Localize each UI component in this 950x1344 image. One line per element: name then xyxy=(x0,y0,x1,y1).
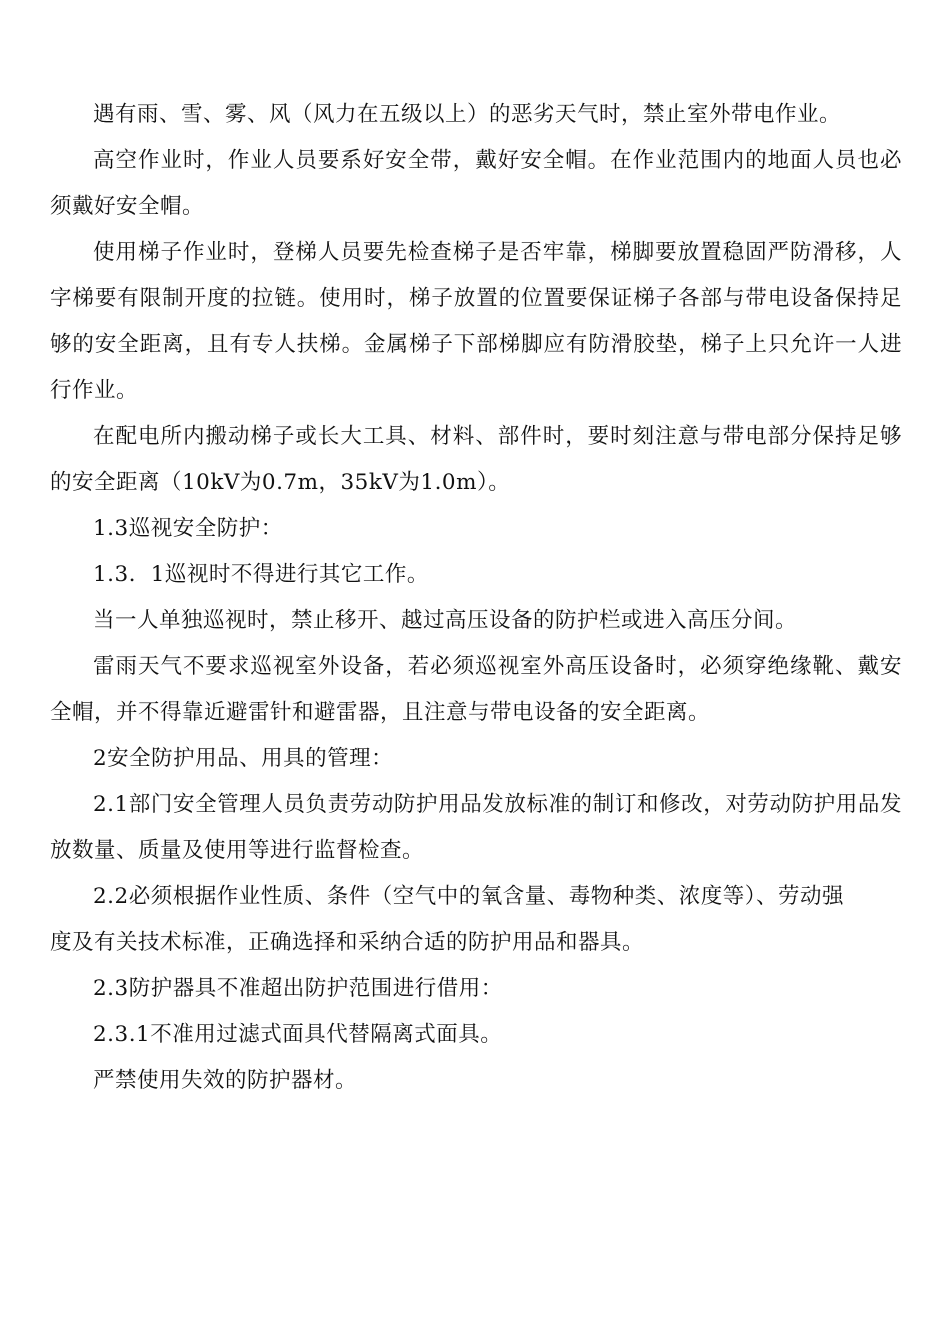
heading-protective-equipment: 2安全防护用品、用具的管理： xyxy=(93,746,394,771)
heading-patrol-safety: 1.3巡视安全防护： xyxy=(93,516,283,541)
paragraph-2-2-continued: 度及有关技术标准，正确选择和采纳合适的防护用品和器具。 xyxy=(50,930,645,955)
paragraph-substation: 在配电所内搬动梯子或长大工具、材料、部件时，要时刻注意与带电部分保持足够的安全距离（10kV为0.7m，35kV为1.0m）。 xyxy=(50,424,902,495)
paragraph-2-3-1: 2.3.1不准用过滤式面具代替隔离式面具。 xyxy=(93,1022,503,1047)
paragraph-2-2: 2.2必须根据作业性质、条件（空气中的氧含量、毒物种类、浓度等）、劳动强 xyxy=(93,884,844,909)
paragraph-ladder: 使用梯子作业时，登梯人员要先检查梯子是否牢靠，梯脚要放置稳固严防滑移，人字梯要有限制开度的拉链。使用时，梯子放置的位置要保证梯子各部与带电设备保持足够的安全距离，且有专人扶梯。金属梯子下部梯脚应有防滑胶垫，梯子上只允许一人进行作业。 xyxy=(50,240,902,403)
paragraph-thunderstorm: 雷雨天气不要求巡视室外设备，若必须巡视室外高压设备时，必须穿绝缘靴、戴安全帽，并不得靠近避雷针和避雷器，且注意与带电设备的安全距离。 xyxy=(50,654,902,725)
paragraph-invalid-equipment: 严禁使用失效的防护器材。 xyxy=(93,1068,358,1093)
paragraph-2-1: 2.1部门安全管理人员负责劳动防护用品发放标准的制订和修改，对劳动防护用品发放数量、质量及使用等进行监督检查。 xyxy=(50,792,902,863)
paragraph-patrol-alone: 当一人单独巡视时，禁止移开、越过高压设备的防护栏或进入高压分间。 xyxy=(93,608,798,633)
paragraph-2-3: 2.3防护器具不准超出防护范围进行借用： xyxy=(93,976,503,1001)
paragraph-weather: 遇有雨、雪、雾、风（风力在五级以上）的恶劣天气时，禁止室外带电作业。 xyxy=(93,102,842,127)
paragraph-height-work: 高空作业时，作业人员要系好安全带，戴好安全帽。在作业范围内的地面人员也必须戴好安全帽。 xyxy=(50,148,902,219)
paragraph-patrol-1: 1.3．1巡视时不得进行其它工作。 xyxy=(93,562,429,587)
document-page xyxy=(50,92,902,1104)
